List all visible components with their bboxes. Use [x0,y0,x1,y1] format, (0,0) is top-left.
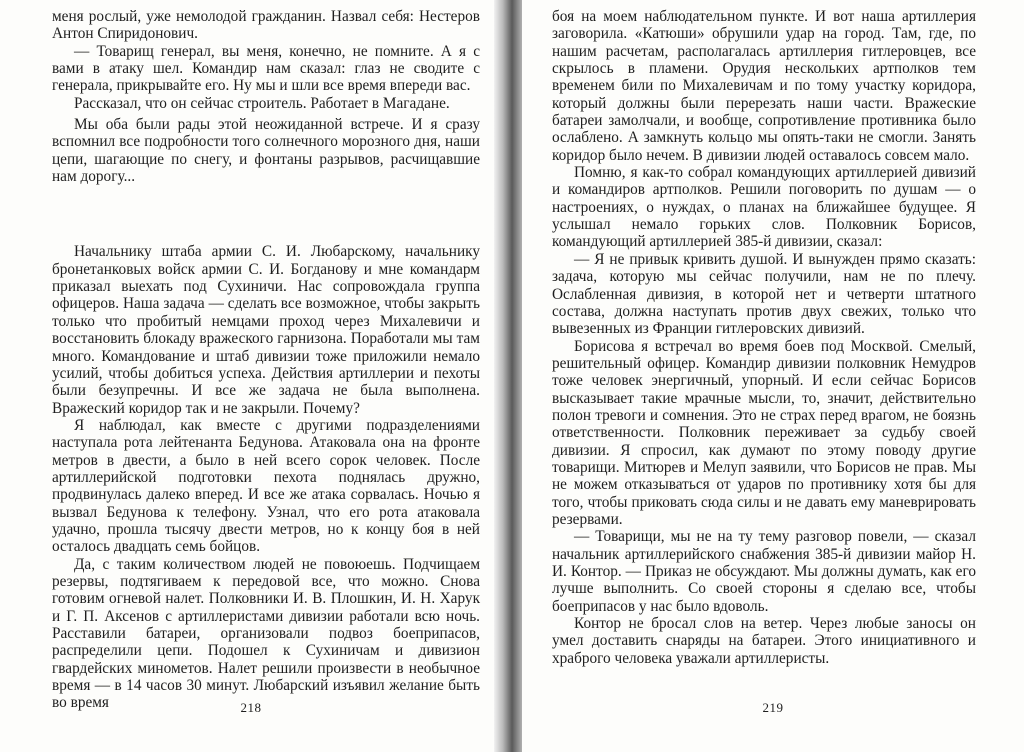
paragraph: — Я не привык кривить душой. И вынужден прямо сказать: задача, которую мы сейчас получили, нам не по плечу. Ослабленная дивизия, в которой нет и четверти штатного состава, должна наступать против двух свежих, только что вывезенных из Франции гитлеровских дивизий. [552,250,976,338]
paragraph: — Товарищ генерал, вы меня, конечно, не помните. А я с вами в атаку шел. Командир нам сказал: глаз не сводите с генерала, прикрывайте его. Ну мы и шли все время впереди вас. [52,42,480,95]
paragraph: Помню, я как-то собрал командующих артиллерией дивизий и командиров артполков. Решили поговорить по душам — о настроениях, о нуждах, о планах на ближайшее будущее. Я услышал немало горьких слов. Полковник Борисов, командующий артиллерией 385-й дивизии, сказал: [552,164,976,251]
paragraph: Да, с таким количеством людей не повоюешь. Подчищаем резервы, подтягиваем к передовой все, что можно. Снова готовим огневой налет. Полковники И. В. Плошкин, И. Н. Харук и Г. П. Аксенов с артиллеристами дивизии работали всю ночь. Расставили батареи, организовали подвоз боеприпасов, распределили цепи. Подошел к Сухиничам и дивизион гвардейских минометов. Налет решили произвести в необычное время — в 14 часов 30 минут. Любарский изъявил желание быть во время [52,555,480,712]
paragraph: — Товарищи, мы не на ту тему разговор повели, — сказал начальник артиллерийского снабжения 385-й дивизии майор Н. И. Контор. — Приказ не обсуждают. Мы должны думать, как его лучше выполнить. Со своей стороны я сделаю все, чтобы боеприпасов у нас было вдоволь. [552,528,976,615]
right-page [522,0,1024,752]
paragraph: Борисова я встречал во время боев под Москвой. Смелый, решительный офицер. Командир дивизии полковник Немудров тоже человек энергичный, упорный. И если сейчас Борисов высказывает такие мрачные мысли, то, значит, действительно полон тревоги и сомнения. Это не страх перед врагом, не боязнь ответственности. Полковник переживает за судьбу своей дивизии. Я спросил, как думают по этому поводу другие товарищи. Митюрев и Мелуп заявили, что Борисов не прав. Мы не можем отказываться от ударов по противнику хотя бы для того, чтобы приковать сюда силы и не давать ему маневрировать резервами. [552,337,976,528]
left-page [0,0,502,752]
paragraph: Мы оба были рады этой неожиданной встрече. И я сразу вспомнил все подробности того солнечного морозного дня, наши цепи, шагающие по снегу, и фонтаны разрывов, расчищавшие нам дорогу... [52,116,480,186]
paragraph: Рассказал, что он сейчас строитель. Работает в Магадане. [74,94,450,112]
paragraph: Я наблюдал, как вместе с другими подразделениями наступала рота лейтенанта Бедунова. Атаковала она на фронте метров в двести, а было в ней всего сорок человек. После артиллерийской подготовки пехота поднялась дружно, продвинулась далеко вперед. И все же атака сорвалась. Ночью я вызвал Бедунова к телефону. Узнал, что его рота атаковала удачно, прошла тысячу двести метров, но к концу боя в ней осталось двадцать семь бойцов. [52,416,480,556]
paragraph: боя на моем наблюдательном пункте. И вот наша артиллерия заговорила. «Катюши» обрушили удар на город. Там, где, по нашим расчетам, располагалась артиллерия гитлеровцев, все скрылось в пламени. Орудия нескольких артполков тем временем били по Михалевичам и по тому участку коридора, который должны были перерезать наши части. Вражеские батареи замолчали, и вообще, сопротивление противника было ослаблено. А замкнуть кольцо мы опять-таки не смогли. Занять коридор было нечем. В дивизии людей оставалось совсем мало. [552,8,976,164]
page-number: 218 [240,700,262,715]
paragraph: Контор не бросал слов на ветер. Через любые заносы он умел доставить снаряды на батареи. Этого инициативного и храброго человека уважали артиллеристы. [552,615,976,667]
paragraph: Начальнику штаба армии С. И. Любарскому, начальнику бронетанковых войск армии С. И. Богданову и мне командарм приказал выехать под Сухиничи. Нас сопровождала группа офицеров. Наша задача — сделать все возможное, чтобы закрыть только что пробитый немцами проход через Михалевичи и восстановить блокаду вражеского гарнизона. Поработали мы там много. Командование и штаб дивизии тоже приложили немало усилий, чтобы добиться успеха. Действия артиллерии и пехоты были безупречны. И все же задача не была выполнена. Вражеский коридор так и не закрыли. Почему? [52,243,480,417]
page-number: 219 [762,700,784,715]
section-break [52,185,480,243]
paragraph: меня рослый, уже немолодой гражданин. Назвал себя: Нестеров Антон Спиридонович. [52,8,480,43]
